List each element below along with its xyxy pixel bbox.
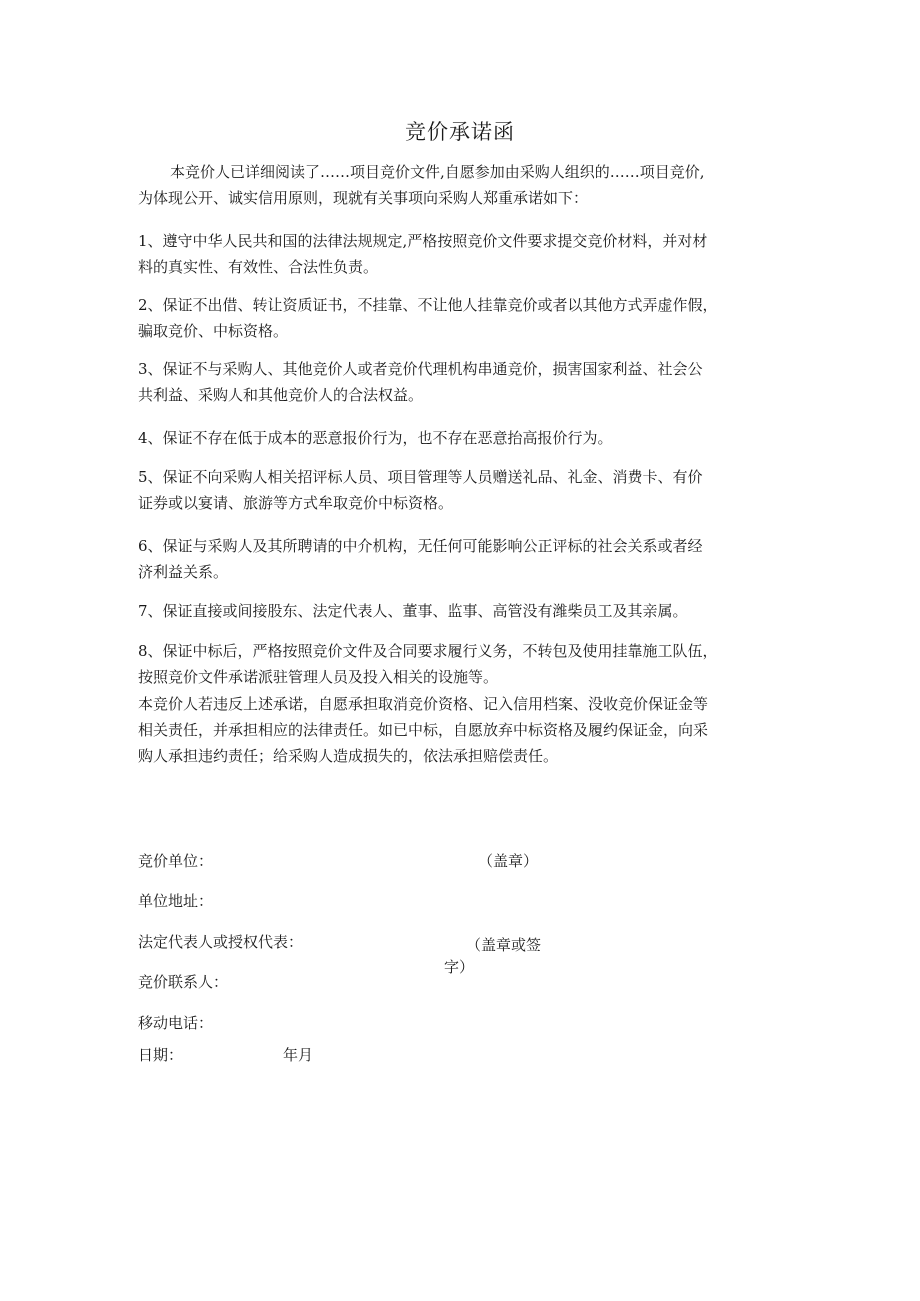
bid-contact-label: 竞价联系人：: [138, 973, 229, 991]
date-value: 年月: [283, 1046, 314, 1064]
commitment-item-2: [138, 292, 788, 344]
legal-representative-label: 法定代表人或授权代表：: [138, 933, 304, 951]
commitment-item-5: [138, 464, 788, 516]
item-line: 5、保证不向采购人相关招评标人员、项目管理等人员赠送礼品、礼金、消费卡、有价: [138, 468, 703, 486]
item-line: 4、保证不存在低于成本的恶意报价行为，也不存在恶意抬高报价行为。: [138, 429, 613, 447]
item-line: 证券或以宴请、旅游等方式牟取竞价中标资格。: [138, 494, 454, 512]
closing-paragraph: [138, 691, 788, 769]
document-title: 竞价承诺函: [405, 120, 515, 144]
item-line: 6、保证与采购人及其所聘请的中介机构，无任何可能影响公正评标的社会关系或者经: [138, 537, 703, 555]
unit-seal-note: （盖章）: [478, 852, 539, 870]
item-line: 济利益关系。: [138, 563, 229, 581]
bidder-unit-label: 竞价单位：: [138, 852, 214, 870]
mobile-phone-label: 移动电话：: [138, 1014, 214, 1032]
item-line: 7、保证直接或间接股东、法定代表人、董事、监事、高管没有潍柴员工及其亲属。: [138, 602, 688, 620]
commitment-item-1: [138, 228, 788, 280]
commitment-item-7: [138, 598, 788, 624]
item-line: 3、保证不与采购人、其他竞价人或者竞价代理机构串通竞价，损害国家利益、社会公: [138, 360, 703, 378]
intro-line: 本竞价人已详细阅读了……项目竞价文件,自愿参加由采购人组织的……项目竞价,: [170, 163, 705, 181]
item-line: 料的真实性、有效性、合法性负责。: [138, 258, 379, 276]
commitment-item-3: [138, 356, 788, 408]
commitment-item-6: [138, 533, 788, 585]
item-line: 共利益、采购人和其他竞价人的合法权益。: [138, 386, 424, 404]
item-line: 按照竞价文件承诺派驻管理人员及投入相关的设施等。: [138, 668, 499, 686]
unit-address-label: 单位地址：: [138, 892, 214, 910]
rep-seal-note-line2: 字）: [444, 958, 475, 976]
item-line: 1、遵守中华人民共和国的法律法规规定,严格按照竞价文件要求提交竞价材料，并对材: [138, 232, 708, 250]
closing-line: 本竞价人若违反上述承诺，自愿承担取消竞价资格、记入信用档案、没收竞价保证金等: [138, 695, 709, 713]
closing-line: 相关责任，并承担相应的法律责任。如已中标，自愿放弃中标资格及履约保证金，向采: [138, 721, 709, 739]
rep-seal-note-line1: （盖章或签: [466, 936, 542, 954]
closing-line: 购人承担违约责任；给采购人造成损失的，依法承担赔偿责任。: [138, 747, 559, 765]
intro-paragraph: [138, 159, 788, 211]
date-label: 日期：: [138, 1046, 184, 1064]
item-line: 8、保证中标后，严格按照竞价文件及合同要求履行义务，不转包及使用挂靠施工队伍，: [138, 642, 718, 660]
item-line: 骗取竞价、中标资格。: [138, 322, 289, 340]
commitment-item-4: [138, 425, 788, 451]
intro-line: 为体现公开、诚实信用原则，现就有关事项向采购人郑重承诺如下：: [138, 189, 589, 207]
commitment-item-8: [138, 638, 788, 690]
item-line: 2、保证不出借、转让资质证书，不挂靠、不让他人挂靠竞价或者以其他方式弄虚作假，: [138, 296, 718, 314]
